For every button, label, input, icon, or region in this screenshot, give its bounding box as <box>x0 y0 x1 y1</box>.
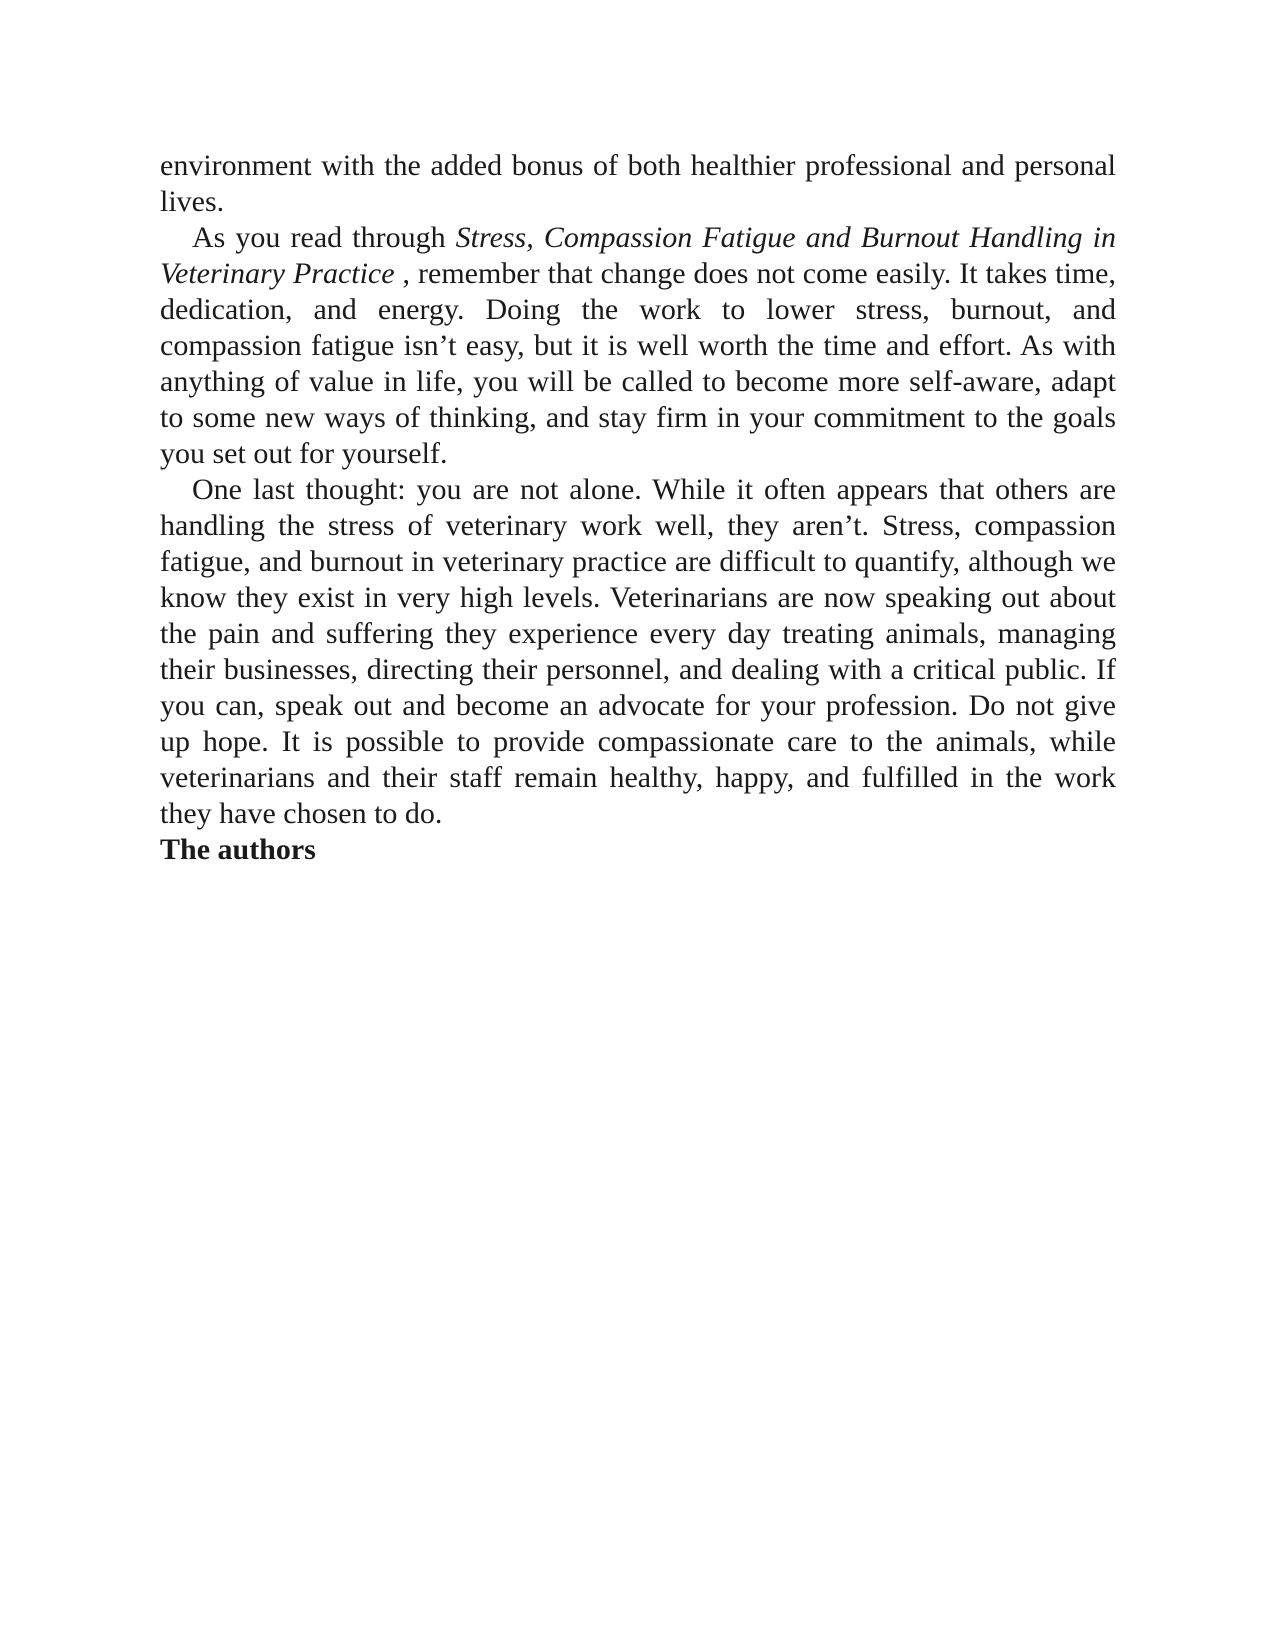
document-page <box>160 148 1116 868</box>
paragraph-reading-note-intro: As you read through <box>192 221 456 254</box>
paragraph-reading-note-body: , remember that change does not come easily. It takes time, dedication, and energy. Doing the work to lower stress, burnout, and compassion fatigue isn’t easy, but it is well worth the time and effort. As with anything of value in life, you will be called to become more self-aware, adapt to some new ways of thinking, and stay firm in your commitment to the goals you set out for yourself. <box>160 257 1116 470</box>
paragraph-continuation: environment with the added bonus of both healthier professional and personal lives. <box>160 149 1116 218</box>
book-title: Stress, Compassion Fatigue and Burnout Handling in Veterinary Practice <box>160 221 1116 290</box>
paragraph-reading-note <box>160 220 1116 472</box>
signature: The authors <box>160 833 316 866</box>
paragraph-last-thought: One last thought: you are not alone. While it often appears that others are handling the stress of veterinary work well, they aren’t. Stress, compassion fatigue, and burnout in veterinary practice are difficult to quantify, although we know they exist in very high levels. Veterinarians are now speaking out about the pain and suffering they experience every day treating animals, managing their businesses, directing their personnel, and dealing with a critical public. If you can, speak out and become an advocate for your profession. Do not give up hope. It is possible to provide compassionate care to the animals, while veterinarians and their staff remain healthy, happy, and fulfilled in the work they have chosen to do. <box>160 473 1116 830</box>
